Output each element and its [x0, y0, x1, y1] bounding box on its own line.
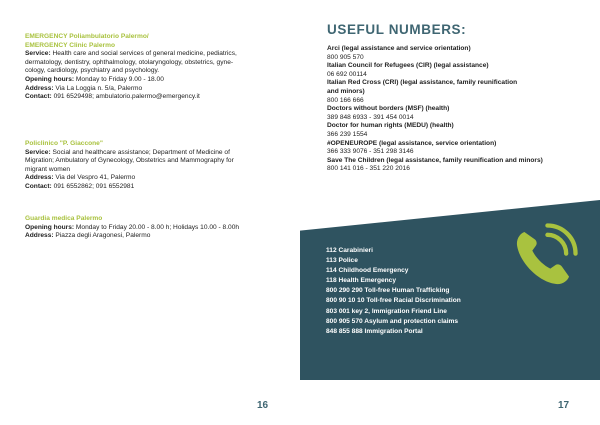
emergency-number: 800 290 290 Toll-free Human Trafficking: [326, 287, 450, 295]
org-name: Save The Children (legal assistance, family reunification and minors): [327, 156, 543, 164]
block-title: Policlinico "P. Giaccone": [25, 140, 103, 147]
page-number: 17: [558, 400, 570, 411]
org-number: 800 141 016 - 351 220 2016: [327, 165, 410, 173]
emergency-number: 848 855 888 Immigration Portal: [326, 327, 423, 335]
org-name: Italian Red Cross (CRI) (legal assistance, family reunification: [327, 79, 518, 87]
page-heading: USEFUL NUMBERS:: [327, 22, 467, 37]
emergency-numbers-list: [326, 246, 566, 337]
emergency-number: 800 90 10 10 Toll-free Racial Discrimination: [326, 297, 461, 305]
emergency-number: 118 Health Emergency: [326, 277, 397, 285]
emergency-clinic-block: EMERGENCY Poliambulatorio Palermo/ EMERGENCY Clinic Palermo Service: Health care and social services of general medicine, pediatrics, dermatology, dentistry, ophthalmology, otolaryngology, obstetrics, gyne- cology, cardiology, psychiatry and psychology. Opening hours: Monday to Friday 9.00 - 18.00 Address: Via La Loggia n. 5/a, Palermo Contact: 091 6529498; ambulatorio.palermo@emergency.it: [25, 33, 287, 102]
emergency-number: 803 001 key 2, Immigration Friend Line: [326, 307, 447, 315]
useful-numbers-list: [327, 45, 592, 174]
org-number: 800 166 666: [327, 96, 364, 104]
org-name: #OPENEUROPE (legal assistance, service orientation): [327, 139, 497, 147]
org-name: Italian Council for Refugees (CIR) (legal assistance): [327, 62, 489, 70]
block-title: EMERGENCY Clinic Palermo: [25, 41, 116, 49]
org-number: 800 905 570: [327, 53, 364, 61]
org-name: Doctor for human rights (MEDU) (health): [327, 122, 454, 130]
emergency-number: 113 Police: [326, 257, 358, 265]
block-title: Guardia medica Palermo: [25, 215, 103, 222]
org-number: 366 333 9076 - 351 298 3146: [327, 148, 414, 156]
org-name: Arci (legal assistance and service orientation): [327, 45, 471, 52]
org-number: 389 848 6933 - 391 454 0014: [327, 113, 414, 121]
guardia-medica-block: Guardia medica Palermo Opening hours: Monday to Friday 20.00 - 8.00 h; Holidays 10.00 - 8.00h Address: Piazza degli Aragonesi, Palermo: [25, 215, 287, 241]
emergency-number: 114 Childhood Emergency: [326, 267, 409, 275]
block-title: EMERGENCY Poliambulatorio Palermo/: [25, 33, 149, 40]
right-page: [300, 0, 600, 425]
org-name: Doctors without borders (MSF) (health): [327, 105, 450, 113]
page-number: 16: [257, 400, 269, 411]
org-number: 366 239 1554: [327, 130, 368, 138]
emergency-number: 112 Carabinieri: [326, 247, 373, 254]
policlinico-block: Policlinico "P. Giaccone" Service: Social and healthcare assistance; Department of Medicine of Migration; Ambulatory of Gynecology, Obstetrics and Mammography for migrant women Address: Via del Vespro 41, Palermo Contact: 091 6552862; 091 6552981: [25, 140, 287, 192]
org-name: and minors): [327, 87, 365, 95]
org-number: 06 692 00114: [327, 70, 367, 78]
emergency-number: 800 905 570 Asylum and protection claims: [326, 317, 459, 325]
